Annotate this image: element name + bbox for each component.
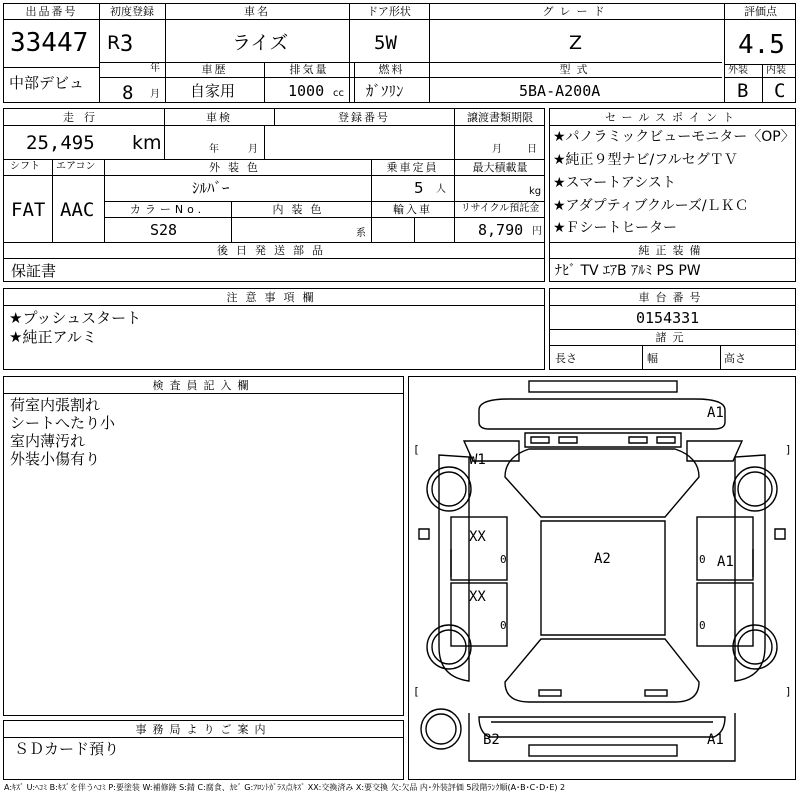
sales-point-item: ★純正９型ナビ/フルセグＴＶ	[553, 152, 738, 168]
notes-panel	[3, 288, 545, 370]
grade-value: Z	[569, 32, 583, 54]
damage-mark-left-door-front: XX	[469, 529, 486, 545]
damage-mark-right-side: A1	[717, 554, 734, 570]
ac-value: AAC	[60, 199, 95, 221]
era-letter: R	[107, 32, 121, 54]
zero-mark: 0	[500, 553, 507, 566]
mileage-value: 25,495	[26, 132, 95, 154]
fuel-label: 燃料	[378, 63, 405, 76]
transfer-deadline-label: 譲渡書類期限	[467, 111, 533, 124]
year-unit: 年	[150, 63, 160, 74]
recycle-deposit-unit: 円	[532, 226, 542, 237]
mileage-label: 走行	[63, 111, 105, 124]
shift-value: FAT	[11, 199, 46, 221]
bracket-mark: ]	[785, 685, 792, 698]
later-parts-label: 後日発送部品	[217, 244, 331, 257]
note-item: ★プッシュスタート	[9, 309, 142, 327]
capacity-label: 乗車定員	[386, 161, 439, 174]
inspector-item: 室内薄汚れ	[10, 432, 86, 450]
office-notice-text: ＳＤカード預り	[14, 740, 120, 758]
inspector-item: 外装小傷有り	[10, 450, 101, 468]
interior-color-unit: 系	[356, 228, 366, 239]
inspector-item: シートへたり小	[10, 414, 116, 432]
damage-mark-roof: A2	[594, 551, 611, 567]
import-label: 輸入車	[393, 203, 432, 216]
office-notice-panel	[3, 720, 404, 780]
lot-number-label: 出品番号	[25, 5, 78, 18]
specs-label: 諸元	[655, 331, 690, 344]
capacity-value: 5	[414, 179, 424, 197]
shift-label: シフト	[10, 161, 40, 172]
car-outline-diagram	[409, 377, 795, 779]
chassis-number: 0154331	[636, 309, 700, 327]
car-name: ライズ	[232, 32, 289, 54]
history-value: 自家用	[190, 82, 236, 100]
displacement-unit: cc	[333, 88, 344, 99]
max-load-label: 最大積載量	[472, 161, 528, 174]
overall-score: 4.5	[738, 30, 785, 60]
damage-diagram-panel	[408, 376, 796, 780]
height-label: 高さ	[724, 352, 746, 365]
interior-grade-label: 内装	[766, 65, 786, 76]
lot-number: 33447	[10, 28, 89, 58]
score-label: 評価点	[744, 5, 777, 18]
door-type: 5W	[374, 32, 397, 54]
capacity-unit: 人	[436, 184, 446, 195]
bracket-mark: [	[413, 685, 420, 698]
exterior-color-label: 外装色	[209, 161, 266, 174]
damage-mark-front-left: W1	[469, 452, 486, 468]
transfer-day-unit: 日	[527, 144, 537, 155]
damage-mark-rear-left: B2	[483, 732, 500, 748]
sales-point-item: ★スマートアシスト	[553, 175, 676, 191]
history-label: 車歴	[201, 63, 228, 76]
inspector-item: 荷室内張割れ	[10, 396, 101, 414]
sales-point-item: ★Ｆシートヒーター	[553, 220, 677, 236]
factory-equipment-value: ﾅﾋﾞ TV ｴｱB ｱﾙﾐ PS PW	[555, 263, 701, 279]
damage-mark-left-door-rear: XX	[469, 589, 486, 605]
first-registration-label: 初度登録	[110, 5, 154, 18]
inspection-month-unit: 月	[248, 144, 258, 155]
vehicle-info-panel	[3, 108, 545, 282]
interior-grade: C	[774, 80, 786, 102]
registration-month: 8	[122, 82, 134, 104]
inspector-label: 検査員記入欄	[152, 379, 255, 392]
inspector-panel	[3, 376, 404, 716]
sales-point-item: ★アダプティブクルーズ/ＬＫＣ	[553, 198, 749, 214]
exterior-grade-label: 外装	[728, 65, 748, 76]
bracket-mark: ]	[785, 443, 792, 456]
car-name-label: 車名	[244, 5, 270, 18]
registration-number-label: 登録番号	[338, 111, 390, 124]
notes-label: 注意事項欄	[226, 291, 322, 304]
recycle-deposit-value: 8,790	[478, 221, 524, 239]
legend-text: A:ｷｽﾞ U:ﾍｺﾐ B:ｷｽﾞを伴うﾍｺﾐ P:要塗装 W:補修跡 S:錆 C:腐食、ｶﾋﾞ G:ﾌﾛﾝﾄｶﾞﾗｽ点ｷｽﾞ XX:交換済み X:要交換 欠:欠品 内･外装評価 5段階ﾗﾝｸ順(A･B･C･D･E) 2	[4, 783, 566, 792]
damage-mark-rear-right: A1	[707, 732, 724, 748]
width-label: 幅	[647, 352, 658, 365]
zero-mark: 0	[699, 553, 706, 566]
sales-points-label: セールスポイント	[604, 111, 740, 124]
month-unit: 月	[150, 89, 160, 100]
door-type-label: ドア形状	[367, 5, 411, 18]
header-panel	[3, 3, 796, 103]
sales-points-panel	[549, 108, 796, 282]
mileage-unit: km	[132, 132, 162, 154]
recycle-deposit-label: リサイクル預託金	[460, 203, 540, 214]
inspection-label: 車検	[206, 111, 232, 124]
color-number-label: カラーNo.	[129, 203, 206, 216]
venue-name: 中部デビュ	[9, 74, 85, 92]
model-label: 型式	[559, 63, 594, 76]
zero-mark: 0	[500, 619, 507, 632]
note-item: ★純正アルミ	[9, 328, 97, 346]
later-parts-value: 保証書	[11, 262, 57, 280]
chassis-panel	[549, 288, 796, 370]
model-code: 5BA-A200A	[519, 82, 601, 100]
length-label: 長さ	[555, 352, 577, 365]
bracket-mark: [	[413, 443, 420, 456]
damage-mark-front-right: A1	[707, 405, 724, 421]
factory-equipment-label: 純正装備	[638, 244, 707, 257]
exterior-grade: B	[737, 80, 749, 102]
zero-mark: 0	[699, 619, 706, 632]
fuel-value: ｶﾞｿﾘﾝ	[366, 82, 404, 100]
color-number-value: S28	[150, 221, 178, 239]
office-notice-label: 事務局よりご案内	[135, 723, 272, 736]
exterior-color-value: ｼﾙﾊﾞｰ	[192, 179, 230, 197]
interior-color-label: 内装色	[272, 203, 330, 216]
max-load-unit: kg	[529, 186, 542, 197]
displacement-label: 排気量	[289, 63, 329, 76]
sales-point-item: ★パノラミックビューモニター〈OP〉	[553, 129, 795, 145]
ac-label: エアコン	[56, 161, 96, 172]
chassis-number-label: 車台番号	[638, 291, 707, 304]
transfer-month-unit: 月	[492, 144, 502, 155]
inspection-year-unit: 年	[209, 144, 219, 155]
grade-label: グレード	[542, 5, 611, 18]
displacement-value: 1000	[288, 82, 325, 100]
registration-year: 3	[120, 32, 134, 57]
